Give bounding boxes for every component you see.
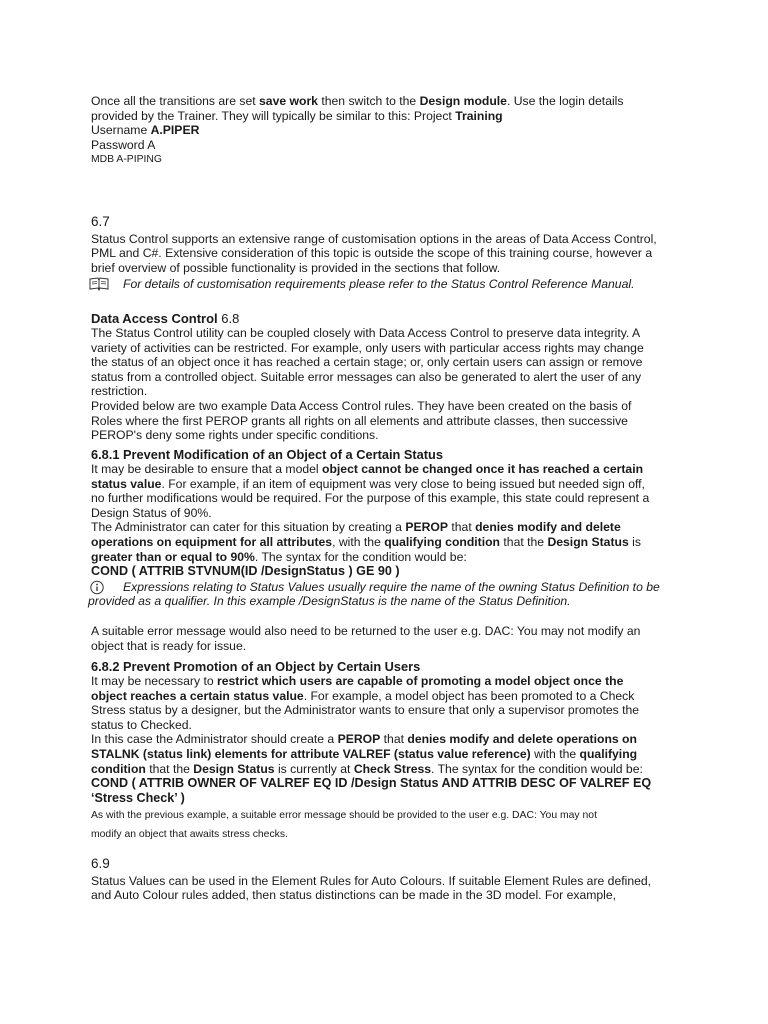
condition-syntax: COND ( ATTRIB STVNUM(ID /DesignStatus ) GE 90 ) <box>91 564 400 579</box>
error-message-line: A suitable error message would also need to be returned to the user e.g. DAC: You may not modify an <box>91 623 641 638</box>
s682-line: It may be necessary to restrict which users are capable of promoting a model object once the <box>91 674 624 688</box>
s681-line: It may be desirable to ensure that a model object cannot be changed once it has reached a certain <box>91 462 644 476</box>
mdb-line: MDB A-PIPING <box>91 154 163 166</box>
info-note-line: Expressions relating to Status Values usually require the name of the owning Status Definition to be <box>123 579 660 594</box>
intro-line-1: Once all the transitions are set save work then switch to the Design module. Use the login details <box>91 94 624 108</box>
info-note <box>88 579 681 609</box>
s681-line: Design Status of 90%. <box>91 505 212 520</box>
section-6-9 <box>91 857 681 903</box>
info-note-line: provided as a qualifier. In this example /DesignStatus is the name of the Status Definition. <box>88 594 571 609</box>
s681-line: no further modifications would be required. For the purpose of this example, this state could represent a <box>91 491 650 506</box>
s68-line: The Status Control utility can be coupled closely with Data Access Control to preserve data integrity. A <box>91 326 641 340</box>
condition-syntax: ‘Stress Check’ ) <box>91 790 185 805</box>
section-heading-6-8-1: 6.8.1 Prevent Modification of an Object of a Certain Status <box>91 447 443 462</box>
s681-line: status value. For example, if an item of equipment was very close to being issued but needed sign off, <box>91 476 645 491</box>
section-number-6-9: 6.9 <box>91 856 110 871</box>
previous-example-line: modify an object that awaits stress checks. <box>91 829 288 841</box>
s681-line: operations on equipment for all attributes, with the qualifying condition that the Design Status is <box>91 534 641 549</box>
s682-line: condition that the Design Status is currently at Check Stress. The syntax for the condition would be: <box>91 761 643 776</box>
password-line: Password A <box>91 137 156 152</box>
info-icon <box>88 580 110 595</box>
condition-syntax: COND ( ATTRIB OWNER OF VALREF EQ ID /Design Status AND ATTRIB DESC OF VALREF EQ <box>91 776 652 791</box>
s682-line: In this case the Administrator should create a PEROP that denies modify and delete operations on <box>91 732 637 747</box>
s68-line: restriction. <box>91 384 148 399</box>
s68-line: the status of an object once it has reached a certain stage; or, only certain users can assign or remove <box>91 355 643 370</box>
s681-line: greater than or equal to 90%. The syntax for the condition would be: <box>91 549 467 564</box>
previous-example-line: As with the previous example, a suitable error message should be provided to the user e.g. DAC: You may not <box>91 810 597 822</box>
s69-line: and Auto Colour rules added, then status distinctions can be made in the 3D model. For example, <box>91 888 617 903</box>
intro-paragraph <box>91 94 681 166</box>
s682-line: status to Checked. <box>91 717 192 732</box>
section-heading-6-8: Data Access Control 6.8 <box>91 311 240 326</box>
section-6-7 <box>91 215 681 292</box>
s67-line: Status Control supports an extensive range of customisation options in the areas of Data Access Control, <box>91 231 657 246</box>
section-6-8 <box>91 311 681 443</box>
reference-note <box>91 277 681 292</box>
s682-line: object reaches a certain status value. For example, a model object has been promoted to a Check <box>91 688 635 703</box>
intro-line-2: provided by the Trainer. They will typically be similar to this: Project Training <box>91 108 503 123</box>
s68-line: status from a controlled object. Suitable error messages can also be generated to alert the user of any <box>91 369 642 384</box>
section-6-8-2 <box>91 659 681 844</box>
s69-line: Status Values can be used in the Element Rules for Auto Colours. If suitable Element Rules are defined, <box>91 873 652 888</box>
error-message-line: object that is ready for issue. <box>91 638 247 653</box>
s68-line: Provided below are two example Data Access Control rules. They have been created on the basis of <box>91 398 632 413</box>
username-line: Username A.PIPER <box>91 123 200 138</box>
section-heading-6-8-2: 6.8.2 Prevent Promotion of an Object by Certain Users <box>91 659 421 674</box>
s67-line: PML and C#. Extensive consideration of this topic is outside the scope of this training course, however a <box>91 246 653 261</box>
section-6-8-1 <box>88 447 681 653</box>
s682-line: STALNK (status link) elements for attribute VALREF (status value reference) with the qualifying <box>91 746 638 761</box>
s681-line: The Administrator can cater for this situation by creating a PEROP that denies modify and delete <box>91 520 621 535</box>
info-note-text <box>88 579 681 609</box>
s67-line: brief overview of possible functionality is provided in the sections that follow. <box>91 260 501 275</box>
s68-line: PEROP's deny some rights under specific conditions. <box>91 428 379 443</box>
reference-note-text: For details of customisation requirements please refer to the Status Control Reference Manual. <box>123 277 635 292</box>
book-icon <box>88 277 110 291</box>
s68-line: variety of activities can be restricted. For example, only users with particular access rights may change <box>91 340 644 355</box>
section-number-6-7: 6.7 <box>91 214 110 229</box>
s682-line: Stress status by a designer, but the Administrator wants to ensure that only a supervisor promotes the <box>91 703 640 718</box>
s68-line: Roles where the first PEROP grants all rights on all elements and attribute classes, then successive <box>91 413 628 428</box>
